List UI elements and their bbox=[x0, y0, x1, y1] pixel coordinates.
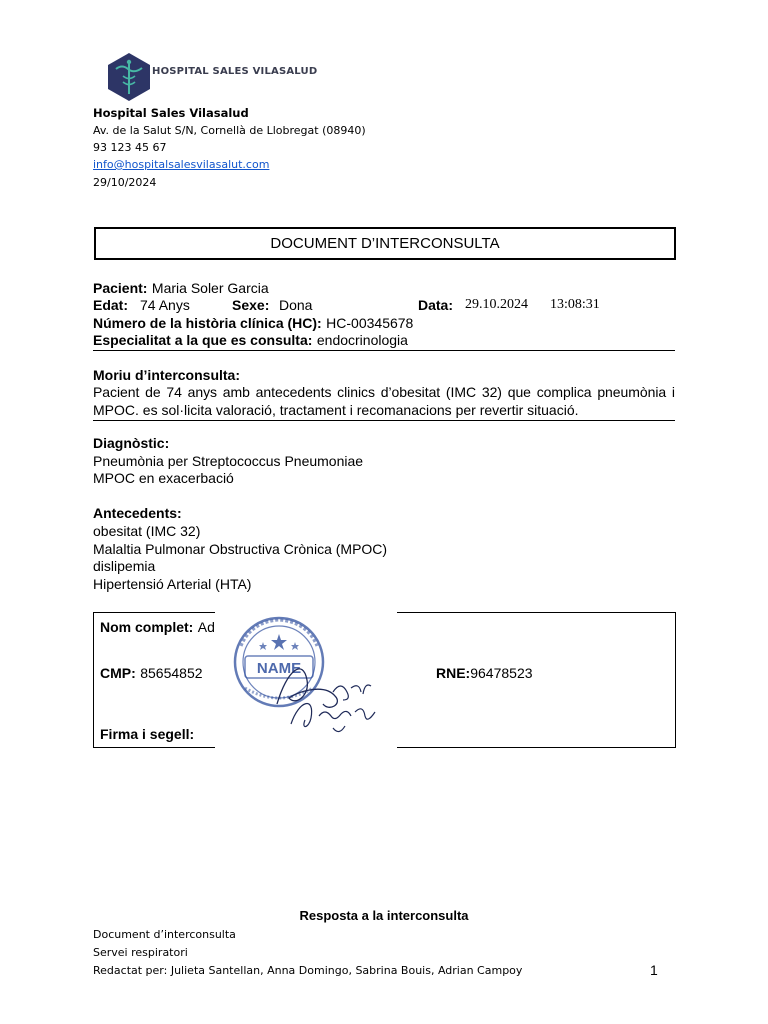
reason-label: Moriu d’interconsulta: bbox=[93, 367, 240, 383]
diagnosis-label: Diagnòstic: bbox=[93, 435, 170, 451]
stamp-text: NAME bbox=[256, 660, 302, 677]
cmp-label: CMP: bbox=[100, 665, 136, 681]
reason-line-2: MPOC. es sol·licita valoració, tractament i recomanacions per revertir situació. bbox=[93, 402, 579, 418]
org-phone: 93 123 45 67 bbox=[93, 141, 167, 154]
hospital-logo bbox=[106, 52, 318, 102]
hc-value: HC-00345678 bbox=[326, 315, 414, 331]
reason-line-1: Pacient de 74 anys amb antecedents clinics d’obesitat (IMC 32) que complica pneumònia i bbox=[93, 384, 675, 400]
org-name: Hospital Sales Vilasalud bbox=[93, 106, 249, 120]
sex-label: Sexe: bbox=[232, 297, 270, 313]
specialty-row bbox=[93, 332, 408, 350]
stamp-icon bbox=[215, 600, 397, 752]
org-email-link[interactable]: info@hospitalsalesvilasalut.com bbox=[93, 158, 270, 171]
age-value: 74 Anys bbox=[140, 297, 190, 313]
logo-text: HOSPITAL SALES VILASALUD bbox=[152, 66, 318, 77]
sign-label: Firma i segell: bbox=[100, 726, 195, 742]
cmp-value: 85654852 bbox=[140, 665, 203, 681]
footer-doc-name: Document d’interconsulta bbox=[93, 928, 236, 941]
rne-value: 96478523 bbox=[470, 665, 533, 681]
footer-authors-label: Redactat per: bbox=[93, 964, 168, 977]
diagnosis-item: MPOC en exacerbació bbox=[93, 470, 234, 486]
specialty-label: Especialitat a la que es consulta: bbox=[93, 332, 313, 348]
date-label: Data: bbox=[418, 297, 454, 313]
patient-age-row bbox=[93, 297, 128, 315]
org-address: Av. de la Salut S/N, Cornellà de Llobregat (08940) bbox=[93, 124, 366, 137]
history-item: Hipertensió Arterial (HTA) bbox=[93, 576, 252, 592]
history-label: Antecedents: bbox=[93, 505, 182, 521]
doctor-name-row bbox=[100, 619, 215, 637]
header-date: 29/10/2024 bbox=[93, 176, 157, 189]
diagnosis-item: Pneumònia per Streptococcus Pneumoniae bbox=[93, 453, 364, 469]
footer-authors: Julieta Santellan, Anna Domingo, Sabrina Bouis, Adrian Campoy bbox=[170, 964, 523, 977]
sex-value: Dona bbox=[279, 297, 313, 313]
rne-row bbox=[436, 665, 533, 683]
response-title: Resposta a la interconsulta bbox=[299, 908, 469, 923]
document-title-box bbox=[94, 227, 676, 260]
divider bbox=[93, 350, 675, 351]
cmp-row bbox=[100, 665, 203, 683]
doctor-name-label: Nom complet: bbox=[100, 619, 194, 635]
footer-service: Servei respiratori bbox=[93, 946, 188, 959]
patient-name-row bbox=[93, 280, 269, 298]
history-item: Malaltia Pulmonar Obstructiva Crònica (MPOC) bbox=[93, 541, 388, 557]
patient-name: Maria Soler Garcia bbox=[151, 280, 269, 296]
caduceus-hexagon-icon bbox=[106, 52, 152, 102]
history-item: dislipemia bbox=[93, 558, 156, 574]
hc-row bbox=[93, 315, 413, 333]
page-number: 1 bbox=[650, 962, 658, 978]
stamp-signature-image bbox=[215, 600, 397, 752]
age-label: Edat: bbox=[93, 297, 128, 313]
history-item: obesitat (IMC 32) bbox=[93, 523, 201, 539]
date-value: 29.10.2024 bbox=[465, 297, 528, 312]
divider bbox=[93, 420, 675, 421]
hc-label: Número de la història clínica (HC): bbox=[93, 315, 322, 331]
footer-authors-row bbox=[93, 964, 522, 977]
document-title: DOCUMENT D’INTERCONSULTA bbox=[270, 235, 500, 252]
time-value: 13:08:31 bbox=[550, 297, 600, 312]
rne-label: RNE: bbox=[436, 665, 471, 681]
patient-name-label: Pacient: bbox=[93, 280, 148, 296]
specialty-value: endocrinologia bbox=[316, 332, 408, 348]
doctor-name-value: Ad bbox=[197, 619, 215, 635]
